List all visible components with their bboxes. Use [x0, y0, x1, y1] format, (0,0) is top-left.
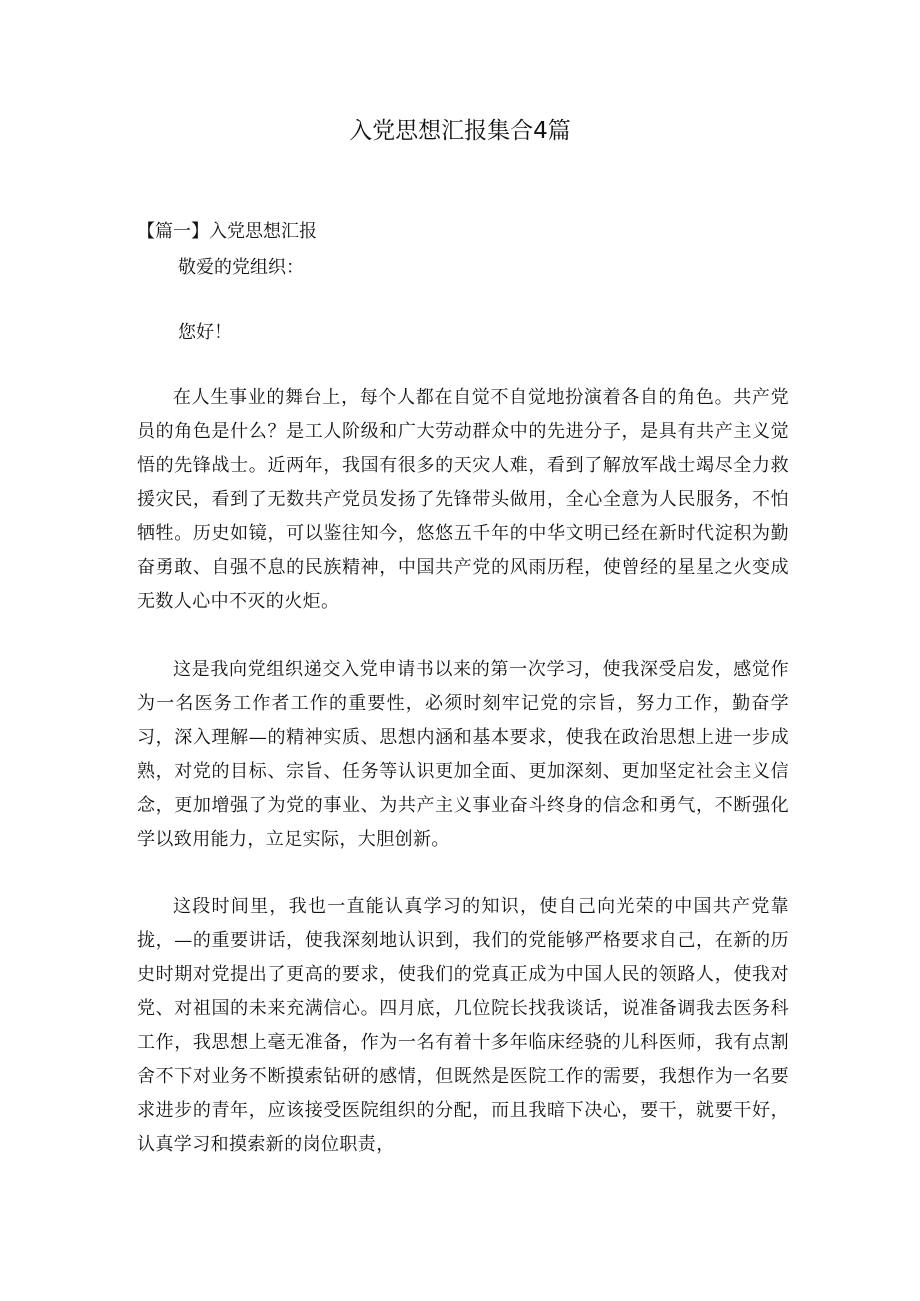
body-paragraph-2: 这是我向党组织递交入党申请书以来的第一次学习，使我深受启发，感觉作为一名医务工作者工作的重要性，必须时刻牢记党的宗旨，努力工作，勤奋学习，深入理解—的精神实质、思想内涵和基本要求，使我在政治思想上进一步成熟，对党的目标、宗旨、任务等认识更加全面、更加深刻、更加坚定社会主义信念，更加增强了为党的事业、为共产主义事业奋斗终身的信念和勇气，不断强化学以致用能力，立足实际，大胆创新。: [137, 659, 789, 850]
greeting: 您好！: [178, 322, 232, 343]
body-paragraph-1: 在人生事业的舞台上，每个人都在自觉不自觉地扮演着各自的角色。共产党员的角色是什么？是工人阶级和广大劳动群众中的先进分子，是具有共产主义觉悟的先锋战士。近两年，我国有很多的天灾人难，看到了解放军战士竭尽全力救援灾民，看到了无数共产党员发扬了先锋带头做用，全心全意为人民服务，不怕牺牲。历史如镜，可以鉴往知今，悠悠五千年的中华文明已经在新时代淀积为勤奋勇敢、自强不息的民族精神，中国共产党的风雨历程，使曾经的星星之火变成无数人心中不灭的火炬。: [137, 387, 789, 612]
section-heading: 【篇一】入党思想汇报: [137, 221, 317, 242]
body-paragraph-3: 这段时间里，我也一直能认真学习的知识，使自己向光荣的中国共产党靠拢，—的重要讲话，使我深刻地认识到，我们的党能够严格要求自己，在新的历史时期对党提出了更高的要求，使我们的党真正成为中国人民的领路人，使我对党、对祖国的未来充满信心。四月底，几位院长找我谈话，说准备调我去医务科工作，我思想上毫无准备，作为一名有着十多年临床经骁的儿科医师，我有点割舍不下对业务不断摸索钻研的感情，但既然是医院工作的需要，我想作为一名要求进步的青年，应该接受医院组织的分配，而且我暗下决心，要干，就要干好，认真学习和摸索新的岗位职责，: [137, 896, 789, 1155]
salutation: 敬爱的党组织：: [178, 257, 304, 278]
document-title: 入党思想汇报集合4篇: [349, 118, 571, 144]
